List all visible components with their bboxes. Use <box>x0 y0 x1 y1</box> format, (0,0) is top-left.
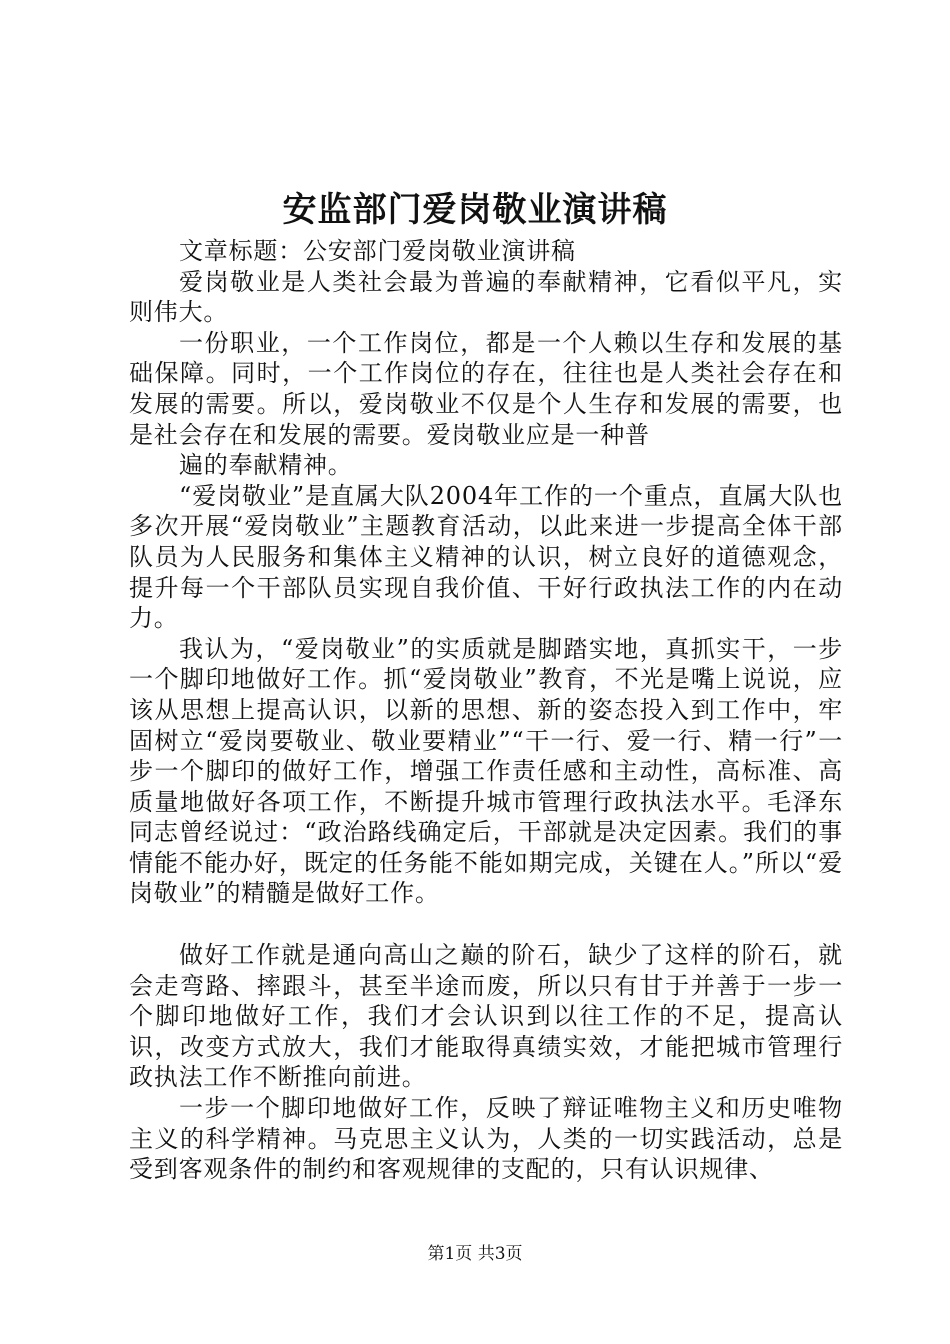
paragraph-scientific-spirit: 一步一个脚印地做好工作，反映了辩证唯物主义和历史唯物主义的科学精神。马克思主义认为，人类的一切实践活动，总是受到客观条件的制约和客观规律的支配的，只有认识规律、 <box>129 1094 843 1184</box>
page-number-footer: 第1页 共3页 <box>427 1244 523 1264</box>
paragraph-stepping-stone: 做好工作就是通向高山之巅的阶石，缺少了这样的阶石，就会走弯路、摔跟斗，甚至半途而废，所以只有甘于并善于一步一个脚印地做好工作，我们才会认识到以往工作的不足，提高认识，改变方式放大，我们才能取得真绩实效，才能把城市管理行政执法工作不断推向前进。 <box>129 941 843 1092</box>
document-title: 安监部门爱岗敬业演讲稿 <box>282 190 668 230</box>
paragraph-brigade-focus: “爱岗敬业”是直属大队2004年工作的一个重点，直属大队也多次开展“爱岗敬业”主题教育活动，以此来进一步提高全体干部队员为人民服务和集体主义精神的认识，树立良好的道德观念，提升每一个干部队员实现自我价值、干好行政执法工作的内在动力。 <box>129 481 843 633</box>
paragraph-job-foundation: 一份职业，一个工作岗位，都是一个人赖以生存和发展的基础保障。同时，一个工作岗位的存在，往往也是人类社会存在和发展的需要。所以，爱岗敬业不仅是个人生存和发展的需要，也是社会存在和发展的需要。爱岗敬业应是一种普 <box>129 328 843 449</box>
paragraph-essence: 我认为，“爱岗敬业”的实质就是脚踏实地，真抓实干，一步一个脚印地做好工作。抓“爱岗敬业”教育，不光是嘴上说说，应该从思想上提高认识，以新的思想、新的姿态投入到工作中，牢固树立“爱岗要敬业、敬业要精业”“干一行、爱一行、精一行”一步一个脚印的做好工作，增强工作责任感和主动性，高标准、高质量地做好各项工作，不断提升城市管理行政执法水平。毛泽东同志曾经说过：“政治路线确定后，干部就是决定因素。我们的事情能不能办好，既定的任务能不能如期完成，关键在人。”所以“爱岗敬业”的精髓是做好工作。 <box>129 634 843 908</box>
document-body <box>129 236 843 1185</box>
paragraph-article-title: 文章标题：公安部门爱岗敬业演讲稿 <box>179 237 576 265</box>
paragraph-intro: 爱岗敬业是人类社会最为普遍的奉献精神，它看似平凡，实则伟大。 <box>129 267 843 327</box>
paragraph-continuation: 遍的奉献精神。 <box>179 451 353 480</box>
